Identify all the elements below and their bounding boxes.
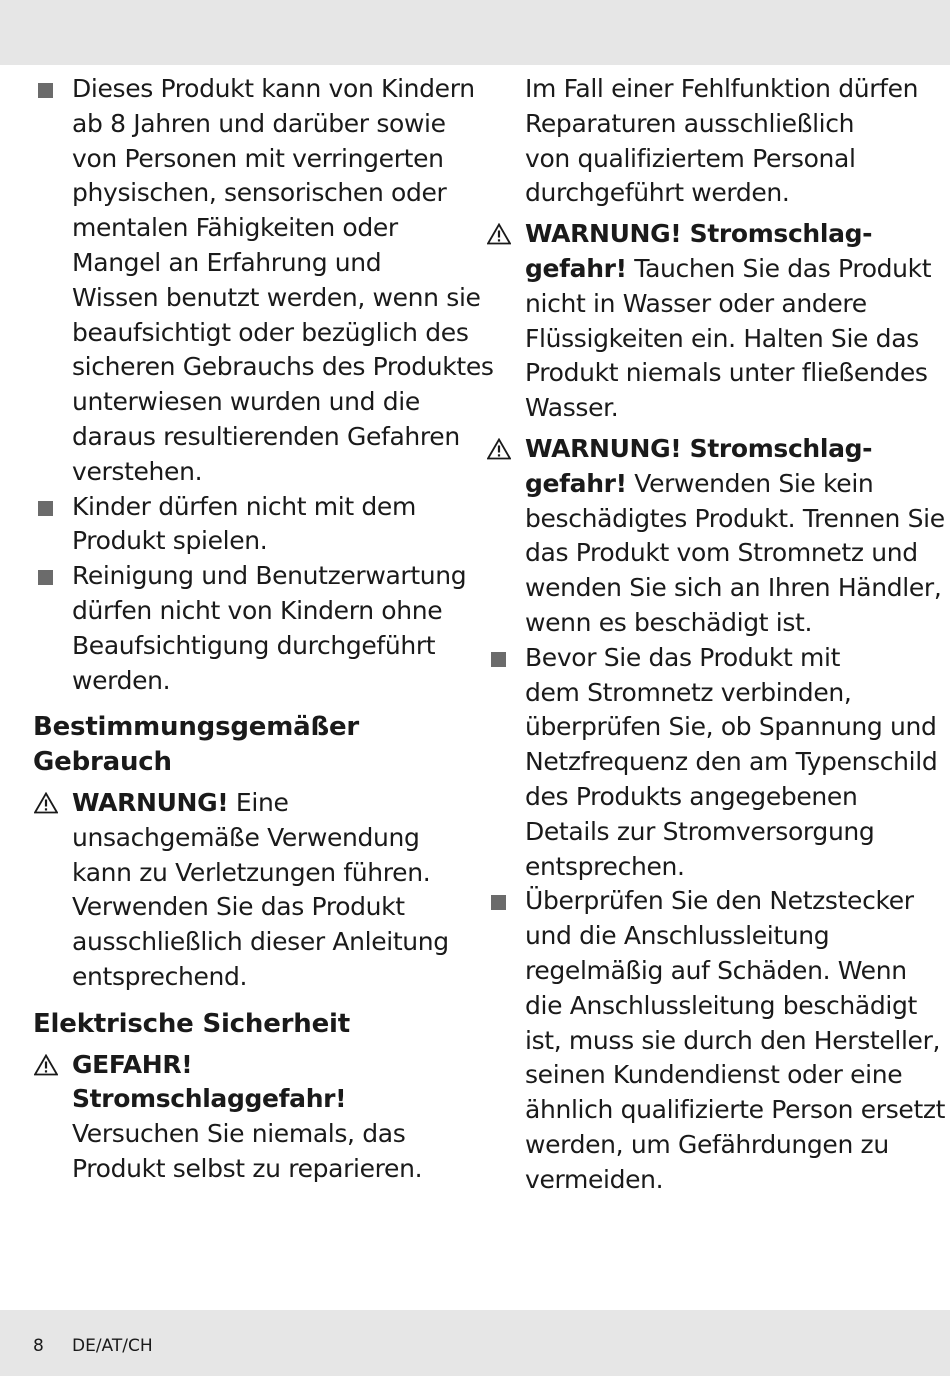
square-bullet-icon [491,652,506,667]
text-line: Tauchen Sie das Produkt [626,253,932,283]
warning-block [486,432,945,641]
text-line: verstehen. [72,456,203,486]
text-line: Produkt niemals unter fließendes [525,358,928,388]
page-number: 8 [33,1336,44,1356]
left-column [33,72,494,1187]
heading-line: Bestimmungsgemäßer [33,712,359,743]
text-line: ausschließlich dieser Anleitung [72,927,449,957]
text-line: entsprechen. [525,851,685,881]
text-line: ähnlich qualifizierte Person ersetzt [525,1095,946,1125]
right-column [486,72,946,1198]
text-line: unterwiesen wurden und die [72,387,420,417]
text-line: Wissen benutzt werden, wenn sie [72,282,481,312]
text-line: Kinder dürfen nicht mit dem [72,491,416,521]
text-line: kann zu Verletzungen führen. [72,857,431,887]
text-line: vermeiden. [525,1164,664,1194]
text-line: Netzfrequenz den am Typenschild [525,747,938,777]
text-line: werden. [72,665,171,695]
text-line: wenden Sie sich an Ihren Händler, [525,573,942,603]
text-line: das Produkt vom Stromnetz und [525,538,918,568]
list-item [486,884,946,1197]
warning-label: gefahr! [525,253,627,283]
text-line: Versuchen Sie niemals, das [72,1119,406,1149]
text-line: nicht in Wasser oder andere [525,288,867,318]
text-line: Beaufsichtigung durchgeführt [72,630,436,660]
text-line: Produkt spielen. [72,526,268,556]
text-line: Bevor Sie das Produkt mit [525,642,841,672]
text-line: dem Stromnetz verbinden, [525,677,852,707]
text-line: Wasser. [525,393,619,423]
warning-label: WARNUNG! Stromschlag- [525,219,873,249]
text-line: entsprechend. [72,961,248,991]
text-line: Reinigung und Benutzerwartung [72,561,467,591]
text-line: Dieses Produkt kann von Kindern [72,74,475,103]
section-heading [33,710,473,780]
locale-label: DE/AT/CH [72,1336,153,1356]
square-bullet-icon [38,570,53,585]
text-line: seinen Kundendienst oder eine [525,1060,903,1090]
warning-label: WARNUNG! Stromschlag- [525,433,873,463]
warning-triangle-icon [487,223,511,245]
text-line: beaufsichtigt oder bezüglich des [72,317,469,347]
warning-block [486,217,932,426]
heading-line: Gebrauch [33,747,172,778]
text-line: Produkt selbst zu reparieren. [72,1153,423,1183]
text-line: Details zur Stromversorgung [525,816,875,846]
text-line: beschädigtes Produkt. Trennen Sie [525,503,945,533]
warning-triangle-icon [34,1054,58,1076]
text-line: physischen, sensorischen oder [72,178,447,208]
warning-block [33,786,473,995]
text-line: Überprüfen Sie den Netzstecker [525,886,914,916]
text-line: von qualifiziertem Personal [525,143,856,173]
text-line: ist, muss sie durch den Hersteller, [525,1025,941,1055]
text-line: von Personen mit verringerten [72,143,444,173]
text-line: dürfen nicht von Kindern ohne [72,595,443,625]
text-line: die Anschlussleitung beschädigt [525,990,917,1020]
continuation-paragraph [486,72,926,211]
warning-triangle-icon [34,792,58,814]
text-line: werden, um Gefährdungen zu [525,1129,889,1159]
warning-label: WARNUNG! [72,787,229,817]
text-line: des Produkts angegebenen [525,781,858,811]
list-item [33,490,473,560]
danger-block [33,1048,473,1187]
text-line: unsachgemäße Verwendung [72,822,420,852]
list-item [486,641,938,885]
list-item [33,559,473,698]
square-bullet-icon [38,501,53,516]
square-bullet-icon [38,83,53,98]
text-line: ab 8 Jahren und darüber sowie [72,108,446,138]
text-line: Flüssigkeiten ein. Halten Sie das [525,323,919,353]
danger-label: Stromschlaggefahr! [72,1084,347,1114]
text-line: Verwenden Sie kein [626,468,874,498]
text-line: Reparaturen ausschließlich [525,108,855,138]
square-bullet-icon [491,895,506,910]
footer-bar [0,1310,950,1376]
section-heading: Elektrische Sicherheit [33,1008,350,1039]
text-line: sicheren Gebrauchs des Produktes [72,352,494,382]
danger-label: GEFAHR! [72,1049,193,1079]
warning-triangle-icon [487,438,511,460]
list-item [33,72,494,490]
text-line: Im Fall einer Fehlfunktion dürfen [525,74,919,103]
text-line: Verwenden Sie das Produkt [72,892,405,922]
text-line: und die Anschlussleitung [525,921,830,951]
header-bar [0,0,950,65]
text-line: wenn es beschädigt ist. [525,607,813,637]
text-line: durchgeführt werden. [525,178,790,208]
text-line: regelmäßig auf Schäden. Wenn [525,955,907,985]
text-line: Mangel an Erfahrung und [72,247,382,277]
text-line: überprüfen Sie, ob Spannung und [525,712,937,742]
warning-label: gefahr! [525,468,627,498]
text-line: mentalen Fähigkeiten oder [72,213,398,243]
text-line: daraus resultierenden Gefahren [72,421,460,451]
text-line: Eine [228,787,289,817]
